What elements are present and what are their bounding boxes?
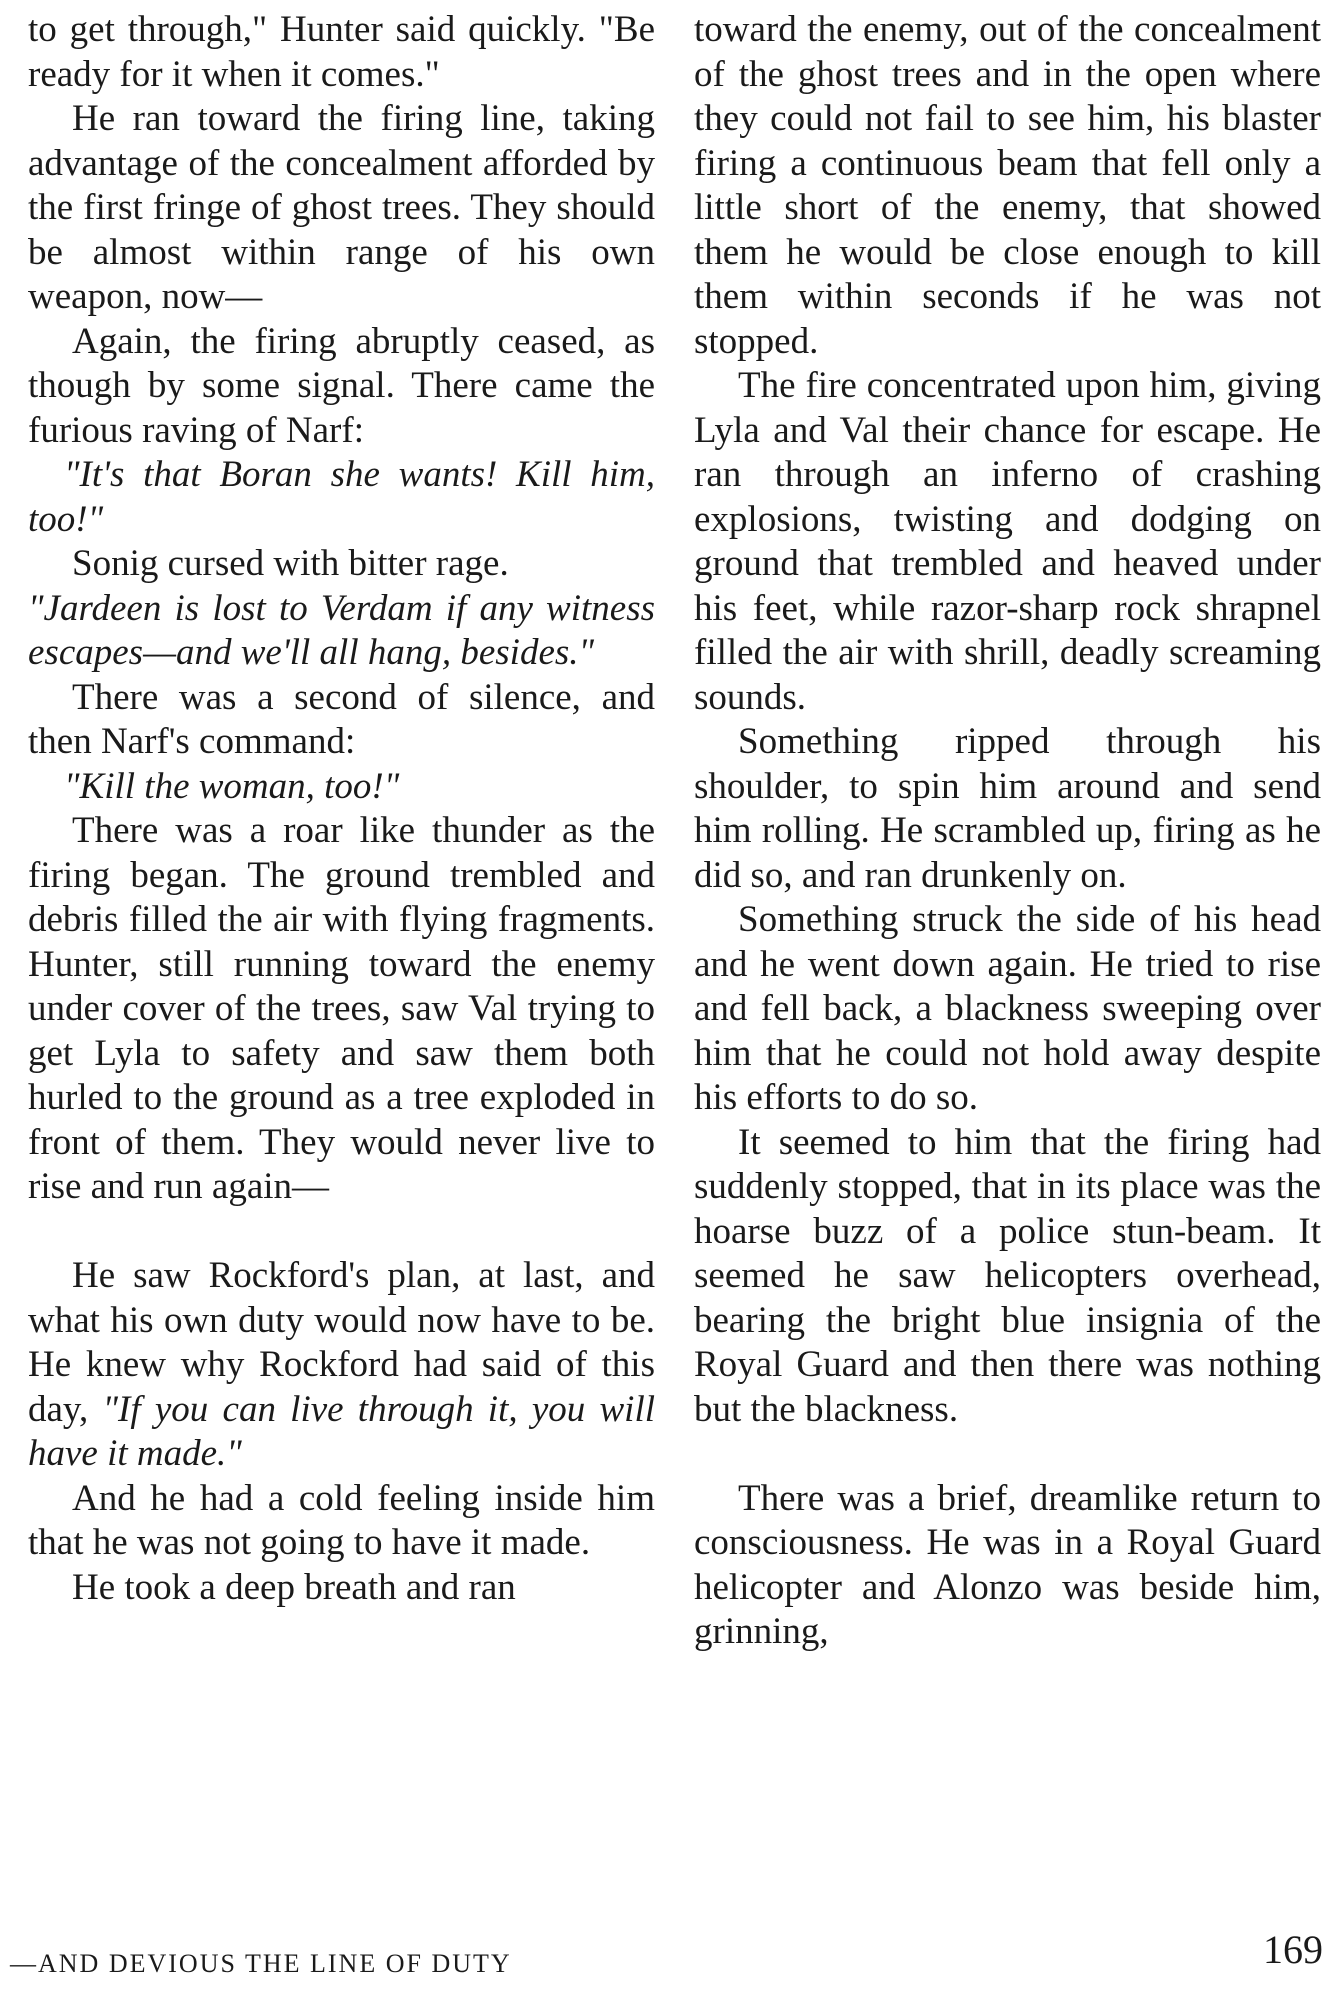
dialogue-line [28,587,655,676]
paragraph: toward the enemy, out of the concealment of the ghost trees and in the open where they could not fail to see him, his blaster firing a continuous beam that fell only a little short of the enemy, that showed them he would be close enough to kill them within seconds if he was not stopped. [694,9,1321,362]
paragraph: There was a roar like thunder as the firing began. The ground trembled and debris filled the air with flying fragments. Hunter, still running toward the enemy under cover of the trees, saw Val trying to get Lyla to safety and saw them both hurled to the ground as a tree exploded in front of them. They would never live to rise and run again— [28,810,655,1207]
italic-quote: "If you can live through it, you will have it made." [28,1388,656,1474]
left-text-column [28,8,655,1610]
paragraph: There was a brief, dreamlike return to consciousness. He was in a Royal Guard helicopter and Alonzo was beside him, grinning, [694,1477,1321,1652]
paragraph-text: He saw Rockford's plan, at last, and what his own duty would now have to be. He knew why Rockford had said of this day, [28,1255,655,1430]
dialogue-line [28,765,655,810]
italic-dialogue: "It's that Boran she wants! Kill him, too!" [28,454,655,540]
paragraph: It seemed to him that the firing had suddenly stopped, that in its place was the hoarse buzz of a police stun-beam. It seemed he saw helicopters overhead, bearing the bright blue insignia of the Royal Guard and then there was nothing but the blackness. [694,1121,1321,1430]
paragraph: Sonig cursed with bitter rage. [72,543,509,584]
paragraph: There was a second of silence, and then Narf's command: [28,676,655,762]
page-number: 169 [1263,1927,1323,1972]
italic-dialogue: "Kill the woman, too!" [64,765,400,807]
paragraph: Again, the firing abruptly ceased, as though by some signal. There came the furious raving of Narf: [28,320,655,451]
paragraph: He ran toward the firing line, taking advantage of the concealment afforded by the first fringe of ghost trees. They should be almost within range of his own weapon, now— [28,98,655,317]
paragraph: Something struck the side of his head and he went down again. He tried to rise and fell back, a blackness sweeping over him that he could not hold away despite his efforts to do so. [694,899,1321,1118]
paragraph: Something ripped through his shoulder, to spin him around and send him rolling. He scrambled up, firing as he did so, and ran drunkenly on. [694,721,1321,896]
right-text-column [694,8,1321,1655]
running-title: —AND DEVIOUS THE LINE OF DUTY [10,1949,512,1978]
paragraph [28,1254,655,1477]
dialogue-line [28,453,655,542]
paragraph: He took a deep breath and ran [72,1566,516,1608]
paragraph: And he had a cold feeling inside him that he was not going to have it made. [28,1477,655,1563]
italic-dialogue: "Jardeen is lost to Verdam if any witness escapes—and we'll all hang, besides." [28,587,655,673]
page-footer [0,1928,1343,1978]
paragraph: The fire concentrated upon him, giving Lyla and Val their chance for escape. He ran through an inferno of crashing explosions, twisting and dodging on ground that trembled and heaved under his feet, while razor-sharp rock shrapnel filled the air with shrill, deadly screaming sounds. [694,365,1321,718]
paragraph: to get through," Hunter said quickly. "Be ready for it when it comes." [28,9,655,95]
